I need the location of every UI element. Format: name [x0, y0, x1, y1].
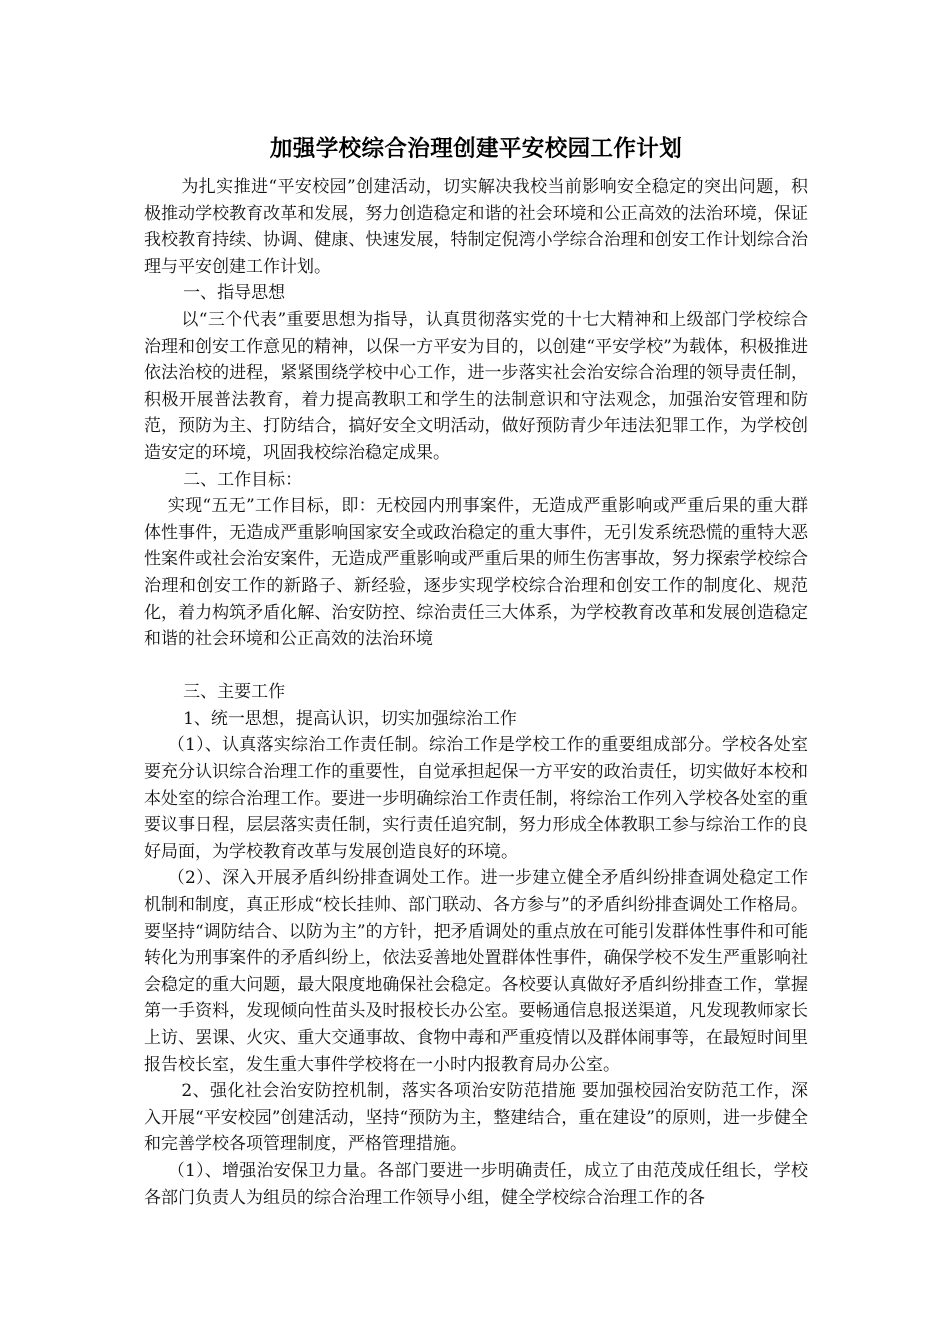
intro-paragraph: 为扎实推进“平安校园”创建活动，切实解决我校当前影响安全稳定的突出问题，积极推动学校教育改革和发展，努力创造稳定和谐的社会环境和公正高效的法治环境，保证我校教育持续、协调、健康、快速发展，特制定倪湾小学综合治理和创安工作计划综合治理与平安创建工作计划。	[144, 177, 808, 277]
section-heading-work-goals: 二、工作目标：	[183, 469, 303, 490]
subsection-2-paragraph-1: （1）、增强治安保卫力量。各部门要进一步明确责任，成立了由范茂成任组长，学校各部门负责人为组员的综合治理工作领导小组，健全学校综合治理工作的各	[144, 1160, 808, 1208]
subsection-heading-2: 2、强化社会治安防控机制，落实各项治安防范措施 要加强校园治安防范工作，深入开展“平安校园”创建活动，坚持“预防为主，整建结合，重在建设”的原则，进一步健全和完善学校各项管理制度，严格管理措施。	[144, 1081, 808, 1155]
subsection-1-paragraph-1: （1）、认真落实综治工作责任制。综治工作是学校工作的重要组成部分。学校各处室要充分认识综合治理工作的重要性，自觉承担起保一方平安的政治责任，切实做好本校和本处室的综合治理工作。要进一步明确综治工作责任制，将综治工作列入学校各处室的重要议事日程，层层落实责任制，实行责任追究制，努力形成全体教职工参与综治工作的良好局面，为学校教育改革与发展创造良好的环境。	[144, 735, 808, 862]
section-heading-guiding-ideology: 一、指导思想	[183, 283, 286, 304]
subsection-1-paragraph-2: （2）、深入开展矛盾纠纷排查调处工作。进一步建立健全矛盾纠纷排查调处稳定工作机制和制度，真正形成“校长挂帅、部门联动、各方参与”的矛盾纠纷排查调处工作格局。要坚持“调防结合、以防为主”的方针，把矛盾调处的重点放在可能引发群体性事件和可能转化为刑事案件的矛盾纠纷上，依法妥善地处置群体性事件，确保学校不发生严重影响社会稳定的重大问题，最大限度地确保社会稳定。各校要认真做好矛盾纠纷排查工作，掌握第一手资料，发现倾向性苗头及时报校长办公室。要畅通信息报送渠道，凡发现教师家长上访、罢课、火灾、重大交通事故、食物中毒和严重疫情以及群体闹事等，在最短时间里报告校长室，发生重大事件学校将在一小时内报教育局办公室。	[144, 868, 808, 1075]
document-title: 加强学校综合治理创建平安校园工作计划	[269, 136, 683, 162]
subsection-heading-1: 1、统一思想，提高认识，切实加强综治工作	[183, 708, 517, 729]
section-heading-main-work: 三、主要工作	[183, 682, 286, 703]
document-body	[144, 132, 808, 1211]
guiding-ideology-paragraph: 以“三个代表”重要思想为指导，认真贯彻落实党的十七大精神和上级部门学校综合治理和创安工作意见的精神，以保一方平安为目的，以创建“平安学校”为载体，积极推进依法治校的进程，紧紧围绕学校中心工作，进一步落实社会治安综合治理的领导责任制，积极开展普法教育，着力提高教职工和学生的法制意识和守法观念，加强治安管理和防范，预防为主、打防结合，搞好安全文明活动，做好预防青少年违法犯罪工作，为学校创造安定的环境，巩固我校综治稳定成果。	[144, 309, 808, 463]
work-goals-paragraph: 实现“五无”工作目标，即：无校园内刑事案件，无造成严重影响或严重后果的重大群体性事件，无造成严重影响国家安全或政治稳定的重大事件，无引发系统恐慌的重特大恶性案件或社会治安案件，无造成严重影响或严重后果的师生伤害事故，努力探索学校综合治理和创安工作的新路子、新经验，逐步实现学校综合治理和创安工作的制度化、规范化，着力构筑矛盾化解、治安防控、综治责任三大体系，为学校教育改革和发展创造稳定和谐的社会环境和公正高效的法治环境	[144, 496, 808, 650]
